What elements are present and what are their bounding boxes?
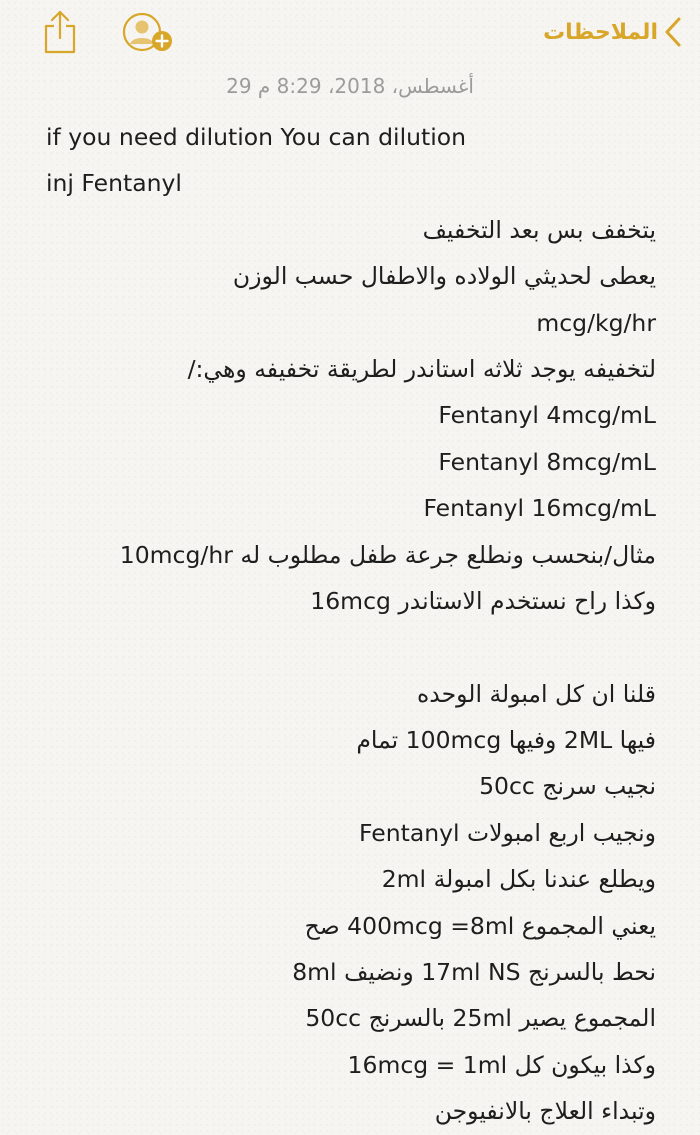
- note-line: ونجيب اربع امبولات Fentanyl: [359, 818, 656, 847]
- note-line: Fentanyl 8mcg/mL: [438, 447, 656, 476]
- add-person-icon: [120, 10, 180, 56]
- note-timestamp: 29 أغسطس، 2018، 8:29 م: [226, 74, 474, 98]
- note-line: المجموع يصير 25ml بالسرنج 50cc: [305, 1004, 656, 1033]
- note-line: لتخفيفه يوجد ثلاثه استاندر لطريقة تخفيفه وهي:/: [187, 354, 656, 383]
- note-line: قلنا ان كل امبولة الوحده: [416, 679, 656, 708]
- notes-toolbar: [0, 0, 700, 70]
- back-label: الملاحظات: [543, 19, 658, 45]
- note-line: يعطى لحديثي الولاده والاطفال حسب الوزن: [232, 262, 656, 291]
- note-line: وكذا بيكون كل 16mcg = 1ml: [347, 1050, 656, 1079]
- note-line: نحط بالسرنج 17ml NS ونضيف 8ml: [292, 958, 656, 987]
- back-to-notes-button[interactable]: [543, 12, 682, 52]
- note-line: يتخفف بس بعد التخفيف: [422, 215, 656, 244]
- add-contact-button[interactable]: [120, 10, 180, 56]
- note-blank-line: [46, 624, 656, 670]
- note-line: مثال/بنحسب ونطلع جرعة طفل مطلوب له 10mcg/hr: [119, 540, 656, 569]
- note-line: وكذا راح نستخدم الاستاندر 16mcg: [310, 586, 656, 615]
- note-line: ويطلع عندنا بكل امبولة 2ml: [381, 865, 656, 894]
- note-line: if you need dilution You can dilution: [46, 123, 467, 151]
- chevron-left-icon: [664, 16, 682, 48]
- note-line: Fentanyl 16mcg/mL: [423, 494, 656, 523]
- note-line: inj Fentanyl: [46, 169, 182, 198]
- share-icon: [40, 8, 80, 56]
- share-button[interactable]: [40, 8, 80, 56]
- note-line: mcg/kg/hr: [536, 308, 656, 337]
- note-line: يعني المجموع 400mcg =8ml صح: [304, 911, 656, 940]
- note-body[interactable]: [46, 114, 656, 1135]
- note-line: Fentanyl 4mcg/mL: [438, 401, 656, 430]
- note-line: وتبداء العلاج بالانفيوجن: [434, 1097, 656, 1126]
- note-line: نجيب سرنج 50cc: [479, 772, 656, 801]
- note-line: فيها 2ML وفيها 100mcg تمام: [356, 726, 656, 755]
